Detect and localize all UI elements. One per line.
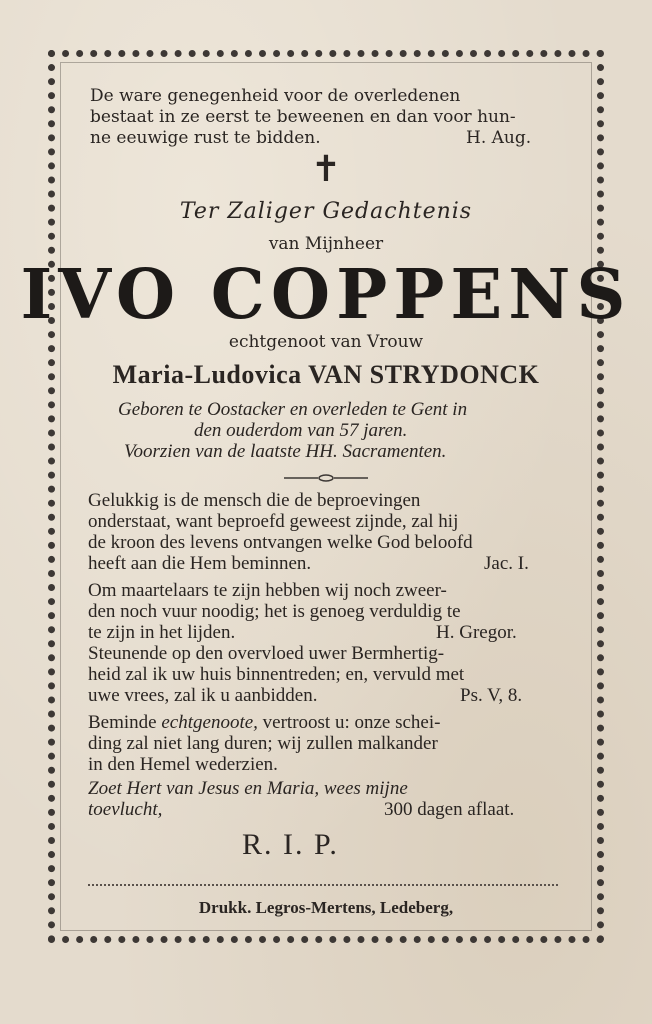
- memorial-heading: Ter Zaliger Gedachtenis: [179, 199, 473, 224]
- printer-credit: Drukk. Legros-Mertens, Ledeberg,: [198, 898, 454, 917]
- farewell-line-1c: vertroost u: onze schei-: [257, 712, 441, 733]
- verse-2-line-2: den noch vuur noodig; het is genoeg verduldig te: [88, 601, 461, 622]
- spouse-intro: echtgenoot van Vrouw: [228, 332, 424, 352]
- prayer-line-1: Zoet Hert van Jesus en Maria, wees mijne: [88, 778, 408, 799]
- verse-2-line-3: te zijn in het lijden.: [88, 622, 236, 643]
- farewell-line-1a: Beminde: [88, 712, 162, 733]
- quote-author: H. Aug.: [466, 128, 532, 148]
- bio-line-2: den ouderdom van 57 jaren.: [194, 420, 408, 441]
- verse-1-line-4: heeft aan die Hem beminnen.: [88, 553, 312, 574]
- quote-line-2: bestaat in ze eerst te beweenen en dan voor hun-: [90, 107, 516, 127]
- verse-1-source: Jac. I.: [484, 553, 529, 574]
- verse-3-source: Ps. V, 8.: [460, 685, 523, 706]
- rip-text: R. I. P.: [242, 828, 339, 861]
- ornament-divider: [284, 474, 368, 482]
- verse-3-line-1: Steunende op den overvloed uwer Bermhertig-: [88, 643, 445, 664]
- spouse-name: Maria-Ludovica VAN STRYDONCK: [112, 360, 540, 389]
- verse-2-source: H. Gregor.: [436, 622, 517, 643]
- prayer-line-2: toevlucht,: [88, 799, 163, 820]
- bio-line-1: Geboren te Oostacker en overleden te Gent in: [118, 399, 468, 420]
- cross-icon: ✝: [310, 149, 342, 190]
- farewell-line-3: in den Hemel wederzien.: [88, 754, 278, 775]
- dotted-divider: [88, 884, 558, 886]
- farewell-line-2: ding zal niet lang duren; wij zullen malkander: [88, 733, 438, 754]
- indulgence-text: 300 dagen aflaat.: [384, 799, 515, 820]
- farewell-spouse-word: echtgenoote,: [161, 712, 258, 733]
- farewell-line-1: [88, 712, 440, 733]
- verse-1-line-1: Gelukkig is de mensch die de beproevingen: [88, 490, 421, 511]
- verse-3-line-3: uwe vrees, zal ik u aanbidden.: [88, 685, 318, 706]
- quote-line-1: De ware genegenheid voor de overledenen: [90, 86, 461, 106]
- verse-2-line-1: Om maartelaars te zijn hebben wij noch zweer-: [88, 580, 447, 601]
- quote-line-3: ne eeuwige rust te bidden.: [90, 128, 321, 148]
- verse-3-line-2: heid zal ik uw huis binnentreden; en, vervuld met: [88, 664, 465, 685]
- bio-line-3: Voorzien van de laatste HH. Sacramenten.: [124, 441, 447, 462]
- deceased-name: IVO COPPENS: [20, 255, 632, 335]
- verse-1-line-2: onderstaat, want beproefd geweest zijnde, zal hij: [88, 511, 459, 532]
- verse-1-line-3: de kroon des levens ontvangen welke God beloofd: [88, 532, 473, 553]
- of-sir-text: van Mijnheer: [268, 234, 384, 254]
